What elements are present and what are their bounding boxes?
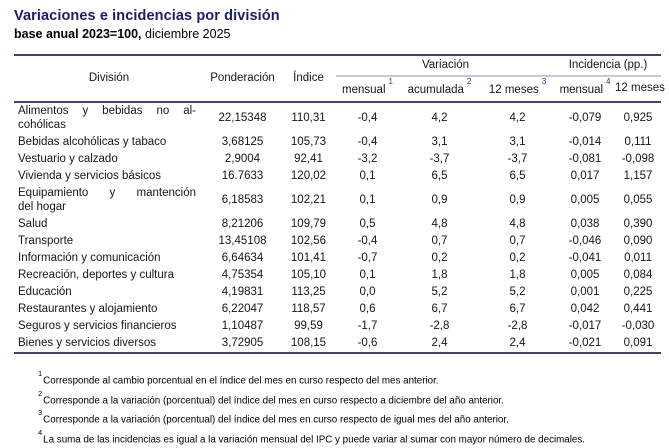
cell-var-mensual: -0,4 [357, 136, 378, 149]
division-cell: Restaurantes y alojamiento [18, 303, 158, 316]
cell-var-mensual: -0,4 [357, 235, 378, 248]
cell-var-mensual: 0,1 [359, 170, 376, 183]
cell-ponderacion: 16.7633 [221, 170, 264, 183]
col-header-var-mensual: mensual$^1$ [342, 77, 393, 96]
col-header-ponderacion: Ponderación [210, 71, 275, 84]
cell-var-mensual: 0,1 [359, 194, 376, 207]
cell-inc-mensual: 0,001 [570, 286, 600, 299]
divisions-table [14, 54, 665, 354]
cell-inc-mensual: -0,046 [568, 235, 602, 248]
cell-var-12m: 3,1 [509, 136, 526, 149]
footnote-text: Corresponde a la variación (porcentual) del índice del mes en curso respecto a diciembre del año anterior. [43, 394, 504, 406]
cell-var-12m: 5,2 [509, 286, 526, 299]
footnote-ref-3[interactable]: 3 [541, 77, 547, 86]
cell-var-mensual: -0,7 [357, 252, 378, 265]
cell-inc-12m: -0,098 [621, 153, 655, 166]
cell-inc-12m: 0,225 [623, 286, 653, 299]
footnote-text: Corresponde al cambio porcentual en el índice del mes en curso respecto del mes anterior. [43, 375, 439, 387]
cell-inc-mensual: -0,014 [568, 136, 602, 149]
cell-inc-12m: 0,055 [623, 194, 653, 207]
cell-var-acumulada: 0,2 [431, 252, 448, 265]
division-cell: Vestuario y calzado [18, 153, 118, 166]
cell-ponderacion: 3,72905 [221, 337, 264, 350]
cell-var-12m: 6,5 [509, 170, 526, 183]
division-cell: Bebidas alcohólicas y tabaco [18, 136, 167, 149]
col-group-incidencia: Incidencia (pp.) [555, 55, 661, 76]
cell-indice: 110,31 [291, 112, 326, 125]
cell-var-mensual: -0,6 [357, 337, 378, 350]
subtitle-period: diciembre 2025 [141, 27, 231, 41]
cell-var-mensual: -0,4 [357, 112, 378, 125]
cell-var-12m: 0,2 [509, 252, 526, 265]
table-row [14, 267, 661, 284]
table-body [14, 102, 661, 353]
cell-inc-mensual: -0,081 [568, 153, 602, 166]
cell-indice: 99,59 [294, 320, 323, 333]
col-header-inc-mensual: mensual$^4$ [559, 77, 611, 96]
table-row [14, 102, 661, 134]
cell-inc-12m: 0,084 [623, 269, 653, 282]
col-header-var-acumulada: acumulada$^2$ [407, 77, 472, 96]
cell-inc-mensual: 0,042 [570, 303, 600, 316]
cell-var-mensual: 0,5 [359, 218, 376, 231]
footnote [38, 408, 661, 428]
cell-var-acumulada: 1,8 [431, 269, 448, 282]
cell-inc-mensual: -0,041 [568, 252, 602, 265]
cell-ponderacion: 6,64634 [221, 252, 264, 265]
table-row [14, 233, 661, 250]
table-row [14, 151, 661, 168]
cell-var-12m: 0,9 [509, 194, 526, 207]
cell-var-acumulada: 3,1 [431, 136, 448, 149]
footnote-text: Corresponde a la variación (porcentual) del índice del mes en curso respecto de igual mes del año anterior. [43, 414, 509, 426]
cell-indice: 120,02 [290, 170, 327, 183]
division-cell: Salud [18, 218, 48, 231]
cell-var-mensual: -3,2 [357, 153, 378, 166]
cell-ponderacion: 13,45108 [218, 235, 267, 248]
footnote [38, 369, 661, 389]
page-subtitle [14, 27, 661, 41]
cell-inc-mensual: -0,017 [568, 320, 602, 333]
division-label-line: Equipamiento y mantención [18, 187, 196, 200]
cell-var-mensual: -1,7 [357, 320, 378, 333]
cell-inc-12m: 0,091 [623, 337, 653, 350]
division-cell: Vivienda y servicios básicos [18, 170, 161, 183]
division-cell: Transporte [18, 235, 74, 248]
footnote-text: La suma de las incidencias es igual a la variación mensual del IPC y puede variar al sumar con mayor número de decimales. [43, 434, 585, 446]
cell-var-12m: 1,8 [509, 269, 526, 282]
table-header [14, 55, 665, 102]
cell-var-mensual: 0,6 [359, 303, 376, 316]
cell-var-12m: 2,4 [509, 337, 526, 350]
division-label-line: cohólicas [18, 119, 66, 132]
cell-indice: 105,73 [290, 136, 327, 149]
table-row [14, 318, 661, 335]
division-label-line: Alimentos y bebidas no al- [18, 105, 196, 118]
division-cell: Bienes y servicios diversos [18, 337, 157, 350]
footnotes [38, 369, 661, 448]
subtitle-base-anual: base anual 2023=100, [14, 27, 142, 41]
cell-var-12m: 6,7 [509, 303, 526, 316]
cell-var-acumulada: -3,7 [429, 153, 450, 166]
cell-indice: 118,57 [291, 303, 326, 316]
cell-indice: 102,21 [290, 194, 327, 207]
cell-ponderacion: 4,75354 [221, 269, 264, 282]
cell-ponderacion: 1,10487 [221, 320, 264, 333]
cell-ponderacion: 6,18583 [221, 194, 264, 207]
cell-inc-mensual: 0,017 [570, 170, 600, 183]
footnote [38, 389, 661, 409]
cell-inc-mensual: 0,038 [570, 218, 600, 231]
cell-inc-12m: 0,441 [623, 303, 653, 316]
cell-inc-12m: 0,925 [623, 112, 653, 125]
division-cell: Información y comunicación [18, 252, 161, 265]
cell-indice: 101,41 [290, 252, 327, 265]
cell-ponderacion: 3,68125 [221, 136, 264, 149]
cell-indice: 105,10 [290, 269, 327, 282]
col-header-var-12-meses: 12 meses$^3$ [488, 77, 547, 96]
cell-ponderacion: 2,9004 [224, 153, 261, 166]
cell-var-12m: 4,8 [509, 218, 526, 231]
cell-var-acumulada: 6,7 [431, 303, 448, 316]
cell-var-acumulada: 6,5 [431, 170, 448, 183]
cell-inc-mensual: 0,005 [570, 194, 600, 207]
cell-var-acumulada: 0,9 [431, 194, 448, 207]
footnote-marker: 2 [38, 388, 43, 398]
cell-inc-12m: -0,030 [621, 320, 655, 333]
cell-inc-12m: 0,111 [624, 136, 652, 149]
cell-var-acumulada: 0,7 [431, 235, 448, 248]
cell-var-acumulada: 4,8 [431, 218, 448, 231]
footnote-marker: 3 [38, 408, 43, 418]
cell-indice: 113,25 [291, 286, 326, 299]
cell-indice: 92,41 [294, 153, 323, 166]
division-cell: Recreación, deportes y cultura [18, 269, 174, 282]
cell-var-12m: 0,7 [509, 235, 526, 248]
cell-ponderacion: 8,21206 [221, 218, 264, 231]
cell-var-12m: 4,2 [509, 112, 526, 125]
table-row [14, 301, 661, 318]
cell-var-12m: -3,7 [507, 153, 528, 166]
cell-var-acumulada: 2,4 [431, 337, 448, 350]
cell-inc-mensual: -0,021 [568, 337, 602, 350]
table-row [14, 250, 661, 267]
footnote [38, 428, 661, 448]
col-header-inc-12-meses: 12 meses [615, 82, 665, 95]
division-cell [14, 185, 204, 216]
table-row [14, 168, 661, 185]
cell-var-acumulada: 4,2 [431, 112, 448, 125]
division-cell [14, 102, 204, 134]
footnote-ref-1[interactable]: 1 [388, 77, 393, 86]
cell-inc-mensual: -0,079 [568, 112, 602, 125]
cell-var-acumulada: 5,2 [431, 286, 448, 299]
cell-inc-12m: 0,090 [623, 235, 653, 248]
footnote-marker: 1 [38, 368, 43, 378]
cell-inc-12m: 1,157 [623, 170, 653, 183]
division-cell: Educación [18, 286, 72, 299]
cell-var-mensual: 0,0 [359, 286, 376, 299]
cell-inc-12m: 0,390 [623, 218, 653, 231]
col-group-variacion: Variación [336, 55, 555, 76]
table-row [14, 216, 661, 233]
division-label-line: del hogar [18, 201, 66, 214]
cell-ponderacion: 22,15348 [218, 112, 267, 125]
table-row [14, 185, 661, 216]
footnote-ref-4[interactable]: 4 [606, 77, 611, 86]
footnote-marker: 4 [38, 428, 43, 438]
table-row [14, 335, 661, 353]
col-header-division: División [88, 71, 130, 84]
table-row [14, 284, 661, 301]
cell-indice: 108,15 [290, 337, 327, 350]
cell-inc-mensual: 0,005 [570, 269, 600, 282]
cell-ponderacion: 4,19831 [221, 286, 264, 299]
footnote-ref-2[interactable]: 2 [466, 77, 472, 86]
cell-indice: 109,79 [290, 218, 327, 231]
division-cell: Seguros y servicios financieros [18, 320, 177, 333]
table-row [14, 134, 661, 151]
cell-var-mensual: 0,1 [359, 269, 376, 282]
cell-var-12m: -2,8 [507, 320, 528, 333]
col-header-indice: Índice [293, 71, 324, 84]
cell-ponderacion: 6,22047 [221, 303, 264, 316]
cell-var-acumulada: -2,8 [429, 320, 450, 333]
cell-inc-12m: 0,011 [624, 252, 652, 265]
cell-indice: 102,56 [290, 235, 327, 248]
page-title: Variaciones e incidencias por división [14, 8, 280, 24]
